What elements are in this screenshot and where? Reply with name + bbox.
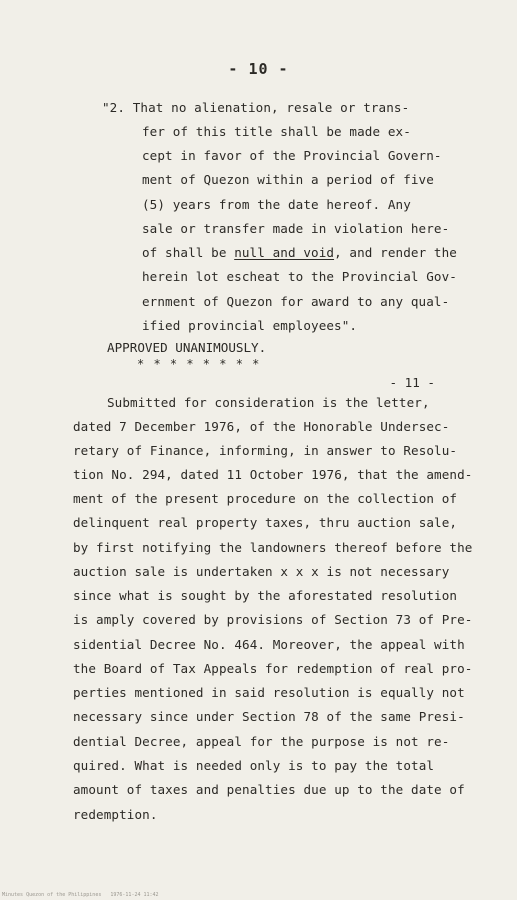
quote-line-5: (5) years from the date hereof. Any (142, 197, 411, 212)
body-line-15: dential Decree, appeal for the purpose is not re- (73, 734, 450, 749)
body-line-7: by first notifying the landowners thereof before the (73, 540, 473, 555)
quote-line-4: ment of Quezon within a period of five (142, 172, 434, 187)
footer-watermark: Minutes Quezon of the Philippines 1976-11-24 11:42 (2, 892, 159, 898)
body-line-3: retary of Finance, informing, in answer to Resolu- (73, 443, 458, 458)
body-line-13: perties mentioned in said resolution is equally not (73, 685, 465, 700)
body-line-6: delinquent real property taxes, thru auction sale, (73, 515, 458, 530)
quote-line-6: sale or transfer made in violation here- (142, 221, 450, 236)
quote-line-8: ernment of Quezon for award to any qual- (142, 294, 450, 309)
body-line-17: amount of taxes and penalties due up to the date of (73, 782, 465, 797)
section-number: - 11 - (389, 375, 435, 390)
void-line-before: of shall be (142, 245, 235, 260)
body-line-10: is amply covered by provisions of Section 73 of Pre- (73, 612, 473, 627)
quote-line-9: ified provincial employees". (142, 318, 358, 333)
quote-line-void (142, 245, 457, 261)
separator-stars: * * * * * * * * (137, 357, 261, 371)
body-line-16: quired. What is needed only is to pay the total (73, 758, 435, 773)
quote-line-3: cept in favor of the Provincial Govern- (142, 148, 442, 163)
body-line-5: ment of the present procedure on the collection of (73, 491, 458, 506)
body-line-2: dated 7 December 1976, of the Honorable Undersec- (73, 419, 450, 434)
void-line-after: , and render the (334, 245, 457, 260)
body-line-4: tion No. 294, dated 11 October 1976, that the amend- (73, 467, 473, 482)
body-line-1: Submitted for consideration is the letter, (107, 395, 430, 410)
body-line-12: the Board of Tax Appeals for redemption of real pro- (73, 661, 473, 676)
quote-line-7: herein lot escheat to the Provincial Gov- (142, 269, 457, 284)
quote-line-2: fer of this title shall be made ex- (142, 124, 411, 139)
approved-text: APPROVED UNANIMOUSLY. (107, 340, 267, 355)
body-line-14: necessary since under Section 78 of the same Presi- (73, 709, 465, 724)
body-line-18: redemption. (73, 807, 158, 822)
page-number: - 10 - (228, 60, 289, 78)
body-line-9: since what is sought by the aforestated resolution (73, 588, 458, 603)
null-and-void-text: null and void (234, 245, 335, 260)
quote-line-1: "2. That no alienation, resale or trans- (102, 100, 410, 115)
body-line-8: auction sale is undertaken x x x is not necessary (73, 564, 450, 579)
body-line-11: sidential Decree No. 464. Moreover, the appeal with (73, 637, 465, 652)
